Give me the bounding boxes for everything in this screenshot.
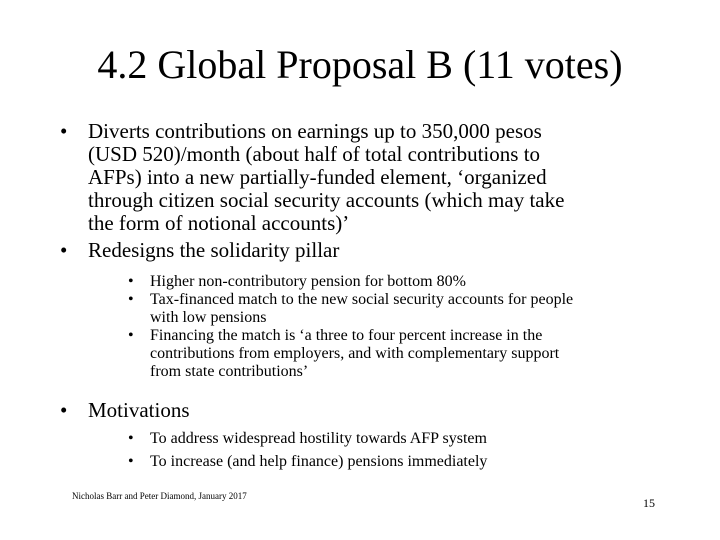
bullet-redesigns-solidarity (60, 239, 680, 262)
bullet-text: Redesigns the solidarity pillar (88, 238, 340, 262)
sub-bullet-address-hostility (128, 427, 668, 450)
sub-bullet-text: To address widespread hostility towards AFP system (150, 430, 487, 447)
sub-bullet-financing-match (128, 327, 668, 381)
slide-title: 4.2 Global Proposal B (11 votes) (97, 42, 623, 87)
solidarity-sub-list (128, 273, 668, 381)
sub-bullet-line: Financing the match is ‘a three to four percent increase in the (150, 327, 543, 344)
bullet-text: Motivations (88, 398, 190, 422)
sub-bullet-tax-financed-match (128, 291, 668, 327)
sub-bullet-higher-pension (128, 273, 668, 291)
main-bullet-list (60, 120, 680, 262)
sub-bullet-increase-pensions (128, 450, 668, 473)
bullet-icon: • (60, 119, 68, 143)
slide-footer: Nicholas Barr and Peter Diamond, January 2017 (72, 491, 247, 501)
bullet-diverts-contributions (60, 120, 680, 235)
bullet-icon: • (128, 291, 134, 308)
bullet-motivations (60, 399, 688, 422)
bullet-line: through citizen social security accounts (which may take (88, 188, 565, 212)
bullet-icon: • (128, 273, 134, 290)
sub-bullet-text: To increase (and help finance) pensions immediately (150, 453, 488, 470)
bullet-icon: • (128, 430, 134, 447)
sub-bullet-line: with low pensions (150, 309, 267, 326)
sub-bullet-line: from state contributions’ (150, 363, 309, 380)
sub-bullet-line: Higher non-contributory pension for bottom 80% (150, 273, 466, 290)
page-number: 15 (643, 496, 655, 510)
bullet-icon: • (60, 398, 68, 422)
bullet-line: AFPs) into a new partially-funded element, ‘organized (88, 165, 547, 189)
sub-bullet-line: contributions from employers, and with complementary support (150, 345, 560, 362)
motivations-sub-list (128, 427, 668, 473)
bullet-line: (USD 520)/month (about half of total contributions to (88, 142, 541, 166)
bullet-icon: • (128, 453, 134, 470)
bullet-icon: • (60, 238, 68, 262)
sub-bullet-line: Tax-financed match to the new social security accounts for people (150, 291, 574, 308)
bullet-line: the form of notional accounts)’ (88, 211, 350, 235)
bullet-icon: • (128, 327, 134, 344)
bullet-line: Diverts contributions on earnings up to 350,000 pesos (88, 119, 542, 143)
